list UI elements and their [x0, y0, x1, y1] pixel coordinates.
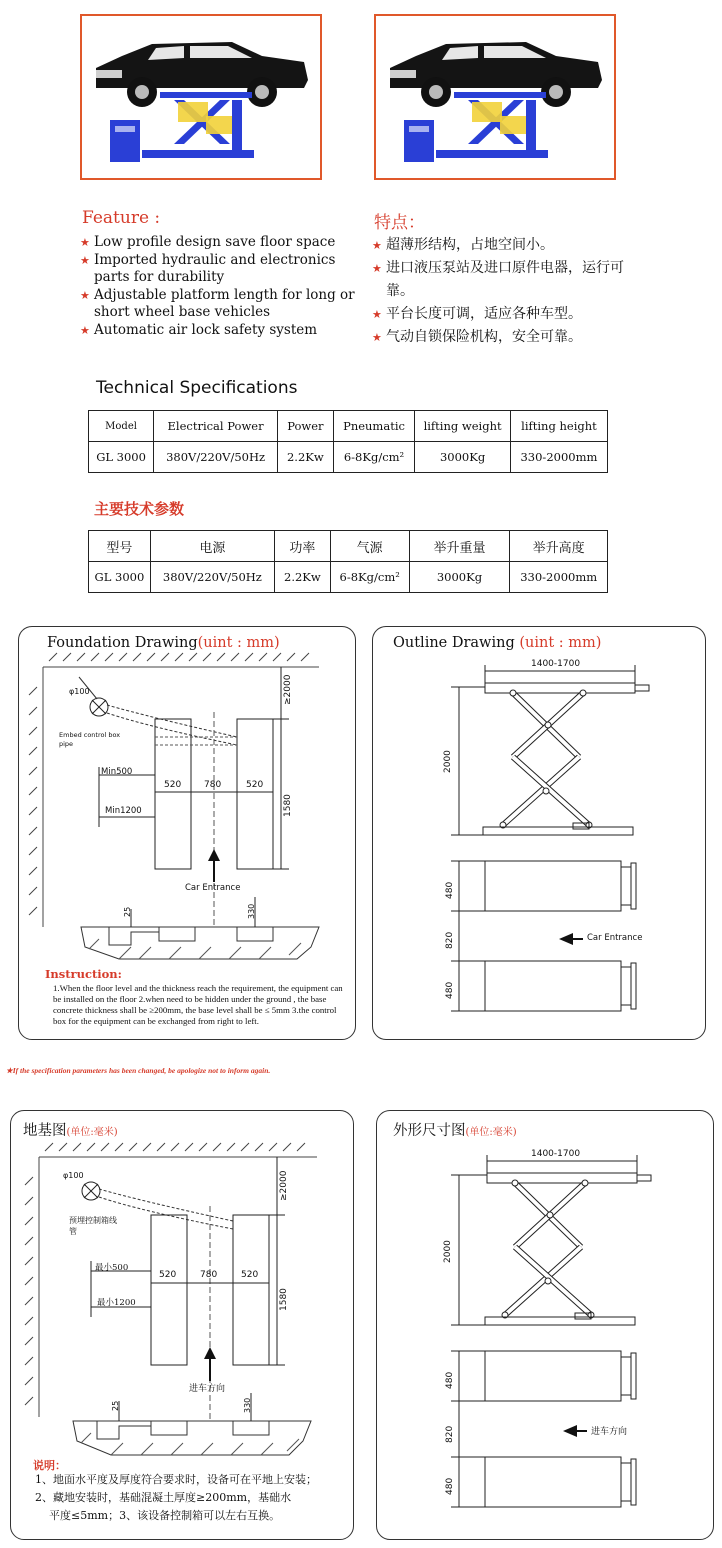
width-label: 520	[164, 780, 182, 790]
table-cell: Model	[89, 411, 154, 442]
dim-label: 480	[445, 1477, 455, 1495]
dim-label: 480	[445, 881, 455, 899]
unit-label: (单位:毫米)	[66, 1127, 118, 1138]
dim-label: 480	[445, 1371, 455, 1389]
outline-drawing-panel-en	[372, 626, 706, 1040]
panel-title-text: Foundation Drawing	[47, 635, 198, 651]
table-cell: 6-8Kg/cm²	[330, 562, 409, 593]
dia-label: φ100	[69, 687, 90, 696]
table-cell: 举升高度	[510, 531, 608, 562]
foundation-drawing-panel-en	[18, 626, 356, 1040]
table-cell: 330-2000mm	[510, 562, 608, 593]
feature-list-cn	[372, 234, 642, 349]
table-cell: lifting height	[510, 411, 607, 442]
depth-label: 330	[247, 903, 256, 919]
table-cell: 功率	[274, 531, 330, 562]
dia-label: φ100	[63, 1171, 84, 1180]
pipe-label: 预埋控制箱线管	[69, 1216, 117, 1236]
entrance-label: 进车方向	[591, 1427, 628, 1437]
instruction-line: 平度≤5mm；3、该设备控制箱可以左右互换。	[49, 1509, 281, 1522]
depth-label: 25	[111, 1400, 120, 1411]
dim-label: 820	[445, 931, 455, 949]
instruction-line: 1、地面水平度及厚度符合要求时，设备可在平地上安装；	[35, 1473, 317, 1486]
dim-label: 480	[445, 981, 455, 999]
table-header-row	[89, 411, 608, 442]
depth-label: 25	[123, 906, 132, 917]
spec-table-cn	[88, 530, 608, 593]
unit-label: (单位:毫米)	[465, 1127, 517, 1138]
entrance-label: 进车方向	[189, 1384, 226, 1394]
feature-title-cn: 特点：	[374, 213, 425, 233]
table-cell: Pneumatic	[333, 411, 415, 442]
width-label: 520	[241, 1270, 259, 1280]
car-lift-illustration	[82, 16, 320, 178]
min1200-label: 最小1200	[97, 1298, 136, 1308]
min500-label: Min500	[101, 767, 133, 777]
unit-label: (uint : mm)	[519, 635, 602, 651]
table-cell: 气源	[330, 531, 409, 562]
list-item: ★ Automatic air lock safety system	[80, 321, 318, 338]
outline-drawing-panel-cn	[376, 1110, 714, 1540]
panel-title-text: Outline Drawing	[393, 635, 515, 651]
outline-diagram	[373, 627, 705, 1039]
table-row	[89, 562, 608, 593]
width-label: 780	[204, 780, 222, 790]
spec-table-en	[88, 410, 608, 473]
star-icon: ★	[372, 308, 382, 321]
pipe-label: Embed control box pipe	[59, 731, 121, 748]
star-icon: ★	[6, 1066, 13, 1075]
feature-list-en	[80, 234, 365, 339]
instruction-title: 说明：	[33, 1459, 66, 1472]
outline-diagram	[377, 1111, 713, 1539]
star-icon: ★	[80, 253, 90, 267]
table-cell: 电源	[150, 531, 274, 562]
table-cell: 2.2Kw	[274, 562, 330, 593]
spec-title-en: Technical Specifications	[96, 378, 298, 398]
table-cell: lifting weight	[415, 411, 511, 442]
table-cell: 3000Kg	[409, 562, 510, 593]
star-icon: ★	[372, 331, 382, 344]
width-label: 520	[159, 1270, 177, 1280]
table-row	[89, 442, 608, 473]
instruction-text: 1.When the floor level and the thickness reach the requirement, the equipment can be installed on the floor 2.when need to be hidden under the ground , the base concrete thickness shall be ≥200mm, the base level shall be ≤ 5mm 3.the control box for the equipment can be exchanged from right to left.	[53, 983, 343, 1026]
table-cell: Power	[277, 411, 333, 442]
table-cell: 380V/220V/50Hz	[150, 562, 274, 593]
height-label: ≥2000	[283, 674, 293, 705]
car-lift-illustration	[376, 16, 614, 178]
height-label: 2000	[443, 750, 453, 773]
star-icon: ★	[80, 236, 90, 249]
table-cell: GL 3000	[89, 442, 154, 473]
height-label: ≥2000	[279, 1170, 289, 1201]
table-cell: 型号	[89, 531, 151, 562]
table-cell: 6-8Kg/cm²	[333, 442, 415, 473]
panel-title-text: 外形尺寸图	[393, 1123, 466, 1139]
list-item: ★ 超薄形结构，占地空间小。	[372, 234, 642, 257]
table-cell: 330-2000mm	[510, 442, 607, 473]
min500-label: 最小500	[95, 1263, 129, 1273]
product-photo-right	[374, 14, 616, 180]
height-label: 1580	[279, 1288, 289, 1311]
table-cell: GL 3000	[89, 562, 151, 593]
list-item: ★ Adjustable platform length for long or short wheel base vehicles	[80, 286, 355, 320]
star-icon: ★	[372, 239, 382, 252]
list-item: ★ Imported hydraulic and electronics parts for durability	[80, 251, 336, 285]
width-label: 780	[200, 1270, 218, 1280]
notice-text: ★If the specification parameters has been changed, be apologize not to inform again.	[6, 1066, 271, 1075]
instruction-line: 2、藏地安装时，基础混凝土厚度≥200mm，基础水	[35, 1491, 292, 1504]
entrance-label: Car Entrance	[185, 883, 241, 893]
list-item: ★ 气动自锁保险机构，安全可靠。	[372, 326, 642, 349]
table-cell: 2.2Kw	[277, 442, 333, 473]
product-photo-left	[80, 14, 322, 180]
table-cell: 3000Kg	[415, 442, 511, 473]
unit-label: (uint : mm)	[197, 635, 280, 651]
table-header-row	[89, 531, 608, 562]
spec-title-cn: 主要技术参数	[94, 500, 185, 518]
star-icon: ★	[80, 323, 90, 337]
entrance-label: Car Entrance	[587, 933, 643, 943]
list-item: ★ 平台长度可调，适应各种车型。	[372, 303, 642, 326]
length-label: 1400-1700	[531, 659, 581, 669]
width-label: 520	[246, 780, 264, 790]
height-label: 2000	[443, 1240, 453, 1263]
min1200-label: Min1200	[105, 806, 142, 816]
length-label: 1400-1700	[531, 1149, 581, 1159]
table-cell: 举升重量	[409, 531, 510, 562]
feature-title-en: Feature :	[82, 208, 161, 228]
height-label: 1580	[283, 794, 293, 817]
dim-label: 820	[445, 1425, 455, 1443]
instruction-title: Instruction:	[45, 967, 122, 981]
panel-title-text: 地基图	[23, 1123, 67, 1139]
depth-label: 330	[243, 1397, 252, 1413]
table-cell: Electrical Power	[154, 411, 278, 442]
star-icon: ★	[372, 262, 382, 275]
star-icon: ★	[80, 288, 90, 302]
list-item: ★ Low profile design save floor space	[80, 234, 336, 250]
table-cell: 380V/220V/50Hz	[154, 442, 278, 473]
list-item: ★ 进口液压泵站及进口原件电器，运行可靠。	[372, 257, 642, 303]
foundation-drawing-panel-cn	[10, 1110, 354, 1540]
